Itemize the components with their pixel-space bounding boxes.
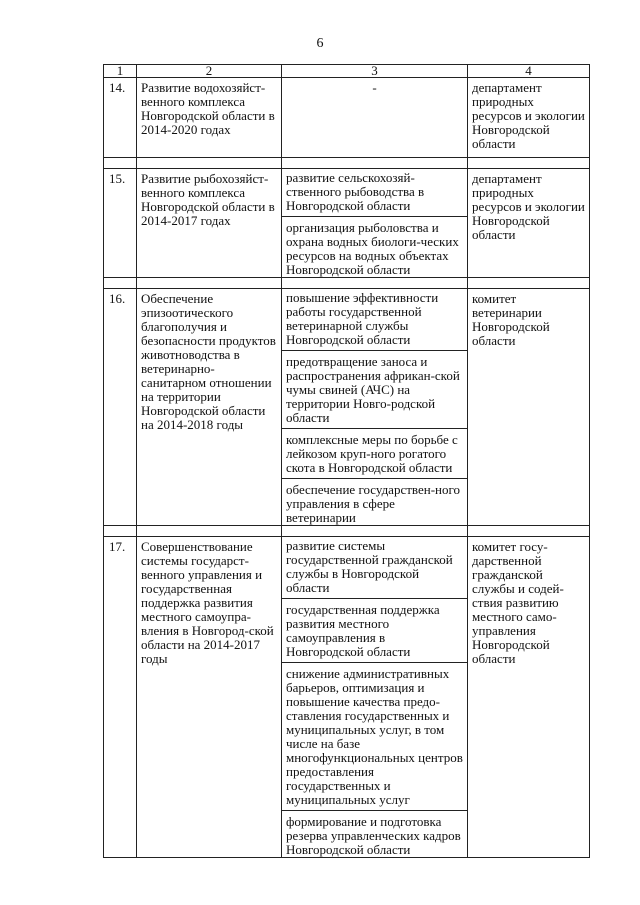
column-header-2: 2 bbox=[137, 65, 282, 78]
subprogram-item: формирование и подготовка резерва управленческих кадров Новгородской области bbox=[286, 814, 461, 857]
column-header-4: 4 bbox=[468, 65, 590, 78]
subprogram-cell bbox=[282, 289, 468, 526]
responsible-executor: департамент природных ресурсов и экологии Новгородской области bbox=[468, 169, 590, 278]
table-row bbox=[104, 78, 590, 158]
programs-table bbox=[103, 64, 590, 858]
spacer-row bbox=[104, 158, 590, 169]
subprogram-item: государственная поддержка развития местного самоуправления в Новгородской области bbox=[282, 603, 467, 663]
subprogram-item: повышение эффективности работы государственной ветеринарной службы Новгородской области bbox=[282, 291, 467, 351]
spacer-row bbox=[104, 526, 590, 537]
column-header-3: 3 bbox=[282, 65, 468, 78]
page-number: 6 bbox=[316, 36, 324, 51]
subprogram-cell bbox=[282, 537, 468, 858]
responsible-executor: комитет ветеринарии Новгородской области bbox=[468, 289, 590, 526]
table-row bbox=[104, 169, 590, 278]
subprogram-cell bbox=[282, 169, 468, 278]
subprogram-item: предотвращение заноса и распространения африкан-ской чумы свиней (АЧС) на территории Новго-родской области bbox=[282, 355, 467, 429]
spacer-row bbox=[104, 278, 590, 289]
row-number: 15. bbox=[104, 169, 137, 278]
program-name: Развитие водохозяйст-венного комплекса Новгородской области в 2014-2020 годах bbox=[137, 78, 282, 158]
subprogram-cell: - bbox=[282, 78, 468, 158]
row-number: 16. bbox=[104, 289, 137, 526]
responsible-executor: комитет госу-дарственной гражданской службы и содей-ствия развитию местного само-управления Новгородской области bbox=[468, 537, 590, 858]
row-number: 14. bbox=[104, 78, 137, 158]
table-row bbox=[104, 289, 590, 526]
table-header-row bbox=[104, 65, 590, 78]
subprogram-item: снижение административных барьеров, оптимизация и повышение качества предо-ставления государственных и муниципальных услуг, в том числе на базе многофункциональных центров предоставления государственных и муниципальных услуг bbox=[282, 667, 467, 811]
subprogram-item: обеспечение государствен-ного управления в сфере ветеринарии bbox=[286, 482, 460, 525]
subprogram-item: развитие сельскохозяй-ственного рыбоводства в Новгородской области bbox=[282, 171, 467, 217]
subprogram-item: развитие системы государственной гражданской службы в Новгородской области bbox=[282, 539, 467, 599]
responsible-executor: департамент природных ресурсов и экологии Новгородской области bbox=[468, 78, 590, 158]
column-header-1: 1 bbox=[104, 65, 137, 78]
subprogram-item: организация рыболовства и охрана водных биологи-ческих ресурсов на водных объектах Новгородской области bbox=[286, 220, 459, 277]
row-number: 17. bbox=[104, 537, 137, 858]
table-row bbox=[104, 537, 590, 858]
program-name: Развитие рыбохозяйст-венного комплекса Новгородской области в 2014-2017 годах bbox=[137, 169, 282, 278]
program-name: Обеспечение эпизоотического благополучия и безопасности продуктов животноводства в ветеринарно-санитарном отношении на территории Новгородской области на 2014-2018 годы bbox=[137, 289, 282, 526]
program-name: Совершенствование системы государст-венного управления и государственная поддержка развития местного самоупра-вления в Новгород-ской области на 2014-2017 годы bbox=[137, 537, 282, 858]
subprogram-item: комплексные меры по борьбе с лейкозом круп-ного рогатого скота в Новгородской области bbox=[282, 433, 467, 479]
